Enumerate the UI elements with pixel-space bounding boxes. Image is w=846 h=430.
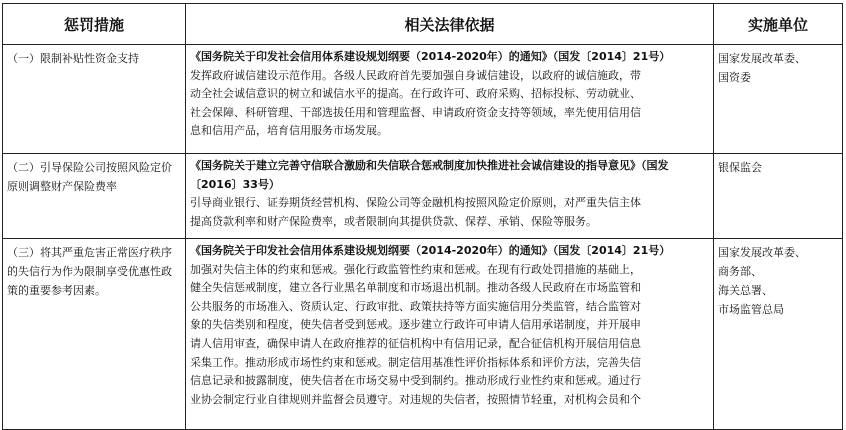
unit-line: 国家发展改革委、	[718, 246, 806, 259]
header-unit: 实施单位	[714, 4, 843, 45]
basis-title: 《国务院关于建立完善守信联合激励和失信联合惩戒制度加快推进社会诚信建设的指导意见》（国发〔2016〕33号）	[190, 159, 669, 191]
table-header-row	[3, 4, 843, 45]
unit-cell	[714, 239, 843, 430]
measure-cell: （一）限制补贴性资金支持	[3, 45, 186, 154]
unit-cell	[714, 154, 843, 239]
unit-line: 商务部、	[718, 265, 762, 278]
basis-line: 请人信用审查，确保申请人在政府推荐的征信机构中有信用记录，配合征信机构开展信用信息	[190, 336, 641, 350]
basis-line: 发挥政府诚信建设示范作用。各级人民政府首先要加强自身诚信建设，以政府的诚信施政，带	[190, 68, 641, 82]
basis-title: 《国务院关于印发社会信用体系建设规划纲要（2014-2020年）的通知》（国发〔2014〕21号）	[190, 50, 671, 63]
table-row	[3, 45, 843, 154]
basis-cell	[186, 154, 714, 239]
basis-line: 息和信用产品，培育信用服务市场发展。	[190, 124, 388, 138]
basis-line: 信息记录和披露制度，使失信者在市场交易中受到制约。推动形成行业性约束和惩戒。通过行	[190, 374, 641, 388]
basis-cell	[186, 45, 714, 154]
basis-line: 公共服务的市场准入、资质认定、行政审批、政策扶持等方面实施信用分类监管，结合监管对	[190, 299, 641, 313]
unit-line: 海关总署、	[718, 284, 773, 297]
basis-line: 提高贷款利率和财产保险费率，或者限制向其提供贷款、保荐、承销、保险等服务。	[190, 214, 597, 228]
header-basis: 相关法律依据	[186, 4, 714, 45]
basis-line: 引导商业银行、证券期货经营机构、保险公司等金融机构按照风险定价原则，对严重失信主体	[190, 196, 641, 210]
basis-line: 社会保障、科研管理、干部选拔任用和管理监督、申请政府资金支持等领域，率先使用信用信	[190, 105, 641, 119]
basis-title: 《国务院关于印发社会信用体系建设规划纲要（2014-2020年）的通知》（国发〔2014〕21号）	[190, 244, 671, 257]
measure-cell: （三）将其严重危害正常医疗秩序的失信行为作为限制享受优惠性政策的重要参考因素。	[3, 239, 186, 430]
measure-cell: （二）引导保险公司按照风险定价原则调整财产保险费率	[3, 154, 186, 239]
basis-line: 加强对失信主体的约束和惩戒。强化行政监管性约束和惩戒。在现有行政处罚措施的基础上，	[190, 262, 641, 276]
basis-line: 象的失信类别和程度，使失信者受到惩戒。逐步建立行政许可申请人信用承诺制度，并开展申	[190, 318, 641, 332]
unit-line: 银保监会	[718, 161, 762, 174]
unit-cell	[714, 45, 843, 154]
basis-cell	[186, 239, 714, 430]
basis-line: 采集工作。推动形成市场性约束和惩戒。制定信用基准性评价指标体系和评价方法，完善失信	[190, 355, 641, 369]
unit-line: 国资委	[718, 71, 751, 84]
unit-line: 市场监管总局	[718, 303, 784, 316]
basis-line: 业协会制定行业自律规则并监督会员遵守。对违规的失信者，按照情节轻重，对机构会员和个	[190, 392, 641, 406]
header-measure: 惩罚措施	[3, 4, 186, 45]
basis-line: 动全社会诚信意识的树立和诚信水平的提高。在行政许可、政府采购、招标投标、劳动就业、	[190, 87, 641, 101]
basis-line: 健全失信惩戒制度，建立各行业黑名单制度和市场退出机制。推动各级人民政府在市场监管和	[190, 281, 641, 295]
table-row	[3, 154, 843, 239]
unit-line: 国家发展改革委、	[718, 52, 806, 65]
table-row	[3, 239, 843, 430]
penalty-measures-table	[2, 3, 843, 430]
